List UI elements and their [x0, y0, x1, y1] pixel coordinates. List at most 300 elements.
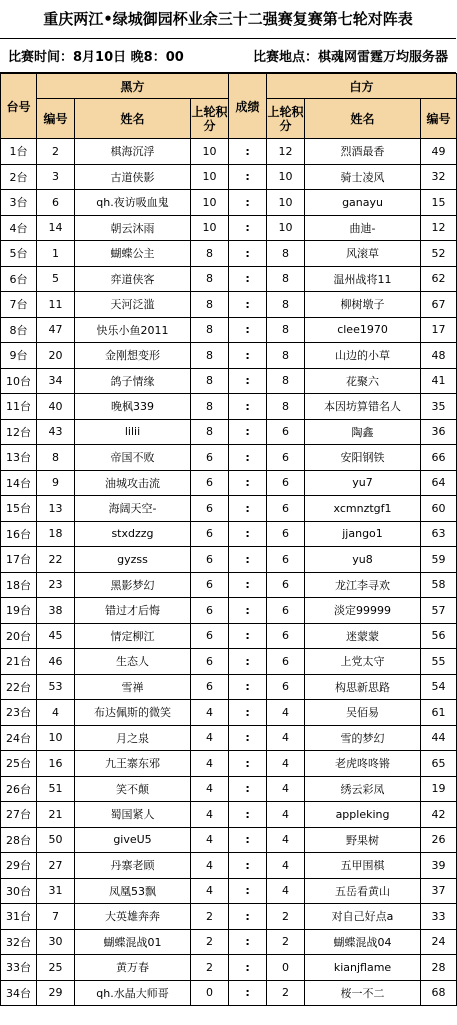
table-row [1, 700, 457, 726]
black-name: 天河泛滥 [75, 292, 191, 318]
black-name: 雪禅 [75, 674, 191, 700]
white-name: 吴佰易 [305, 700, 421, 726]
black-prev: 4 [191, 853, 229, 879]
white-name: 龙江李寻欢 [305, 572, 421, 598]
white-prev: 6 [267, 470, 305, 496]
white-name: 构思新思路 [305, 674, 421, 700]
white-num: 32 [421, 164, 457, 190]
table-row [1, 980, 457, 1006]
white-name: 迷蒙蒙 [305, 623, 421, 649]
black-num: 1 [37, 241, 75, 267]
table-no: 26台 [1, 776, 37, 802]
black-num: 46 [37, 649, 75, 675]
black-num: 43 [37, 419, 75, 445]
white-prev: 8 [267, 343, 305, 369]
header-white-name: 姓名 [305, 99, 421, 139]
white-name: 野果树 [305, 827, 421, 853]
white-num: 68 [421, 980, 457, 1006]
table-no: 25台 [1, 751, 37, 777]
black-num: 20 [37, 343, 75, 369]
black-prev: 6 [191, 445, 229, 471]
white-prev: 4 [267, 878, 305, 904]
table-no: 10台 [1, 368, 37, 394]
table-row [1, 343, 457, 369]
table-row [1, 776, 457, 802]
black-name: 情定柳江 [75, 623, 191, 649]
white-num: 33 [421, 904, 457, 930]
table-no: 27台 [1, 802, 37, 828]
black-prev: 4 [191, 700, 229, 726]
white-num: 57 [421, 598, 457, 624]
table-row [1, 853, 457, 879]
white-name: 安阳钢铁 [305, 445, 421, 471]
table-no: 16台 [1, 521, 37, 547]
black-name: 九王寨东邪 [75, 751, 191, 777]
black-num: 5 [37, 266, 75, 292]
white-prev: 6 [267, 496, 305, 522]
table-no: 17台 [1, 547, 37, 573]
result: : [229, 649, 267, 675]
black-name: 鸽子情缘 [75, 368, 191, 394]
white-num: 35 [421, 394, 457, 420]
white-name: 花聚六 [305, 368, 421, 394]
table-no: 12台 [1, 419, 37, 445]
black-prev: 2 [191, 955, 229, 981]
result: : [229, 572, 267, 598]
table-no: 21台 [1, 649, 37, 675]
black-prev: 8 [191, 343, 229, 369]
white-name: 本因坊算错名人 [305, 394, 421, 420]
black-prev: 6 [191, 496, 229, 522]
table-no: 22台 [1, 674, 37, 700]
table-row [1, 266, 457, 292]
black-prev: 6 [191, 547, 229, 573]
white-num: 39 [421, 853, 457, 879]
black-num: 30 [37, 929, 75, 955]
table-no: 18台 [1, 572, 37, 598]
black-name: 丹寨老顾 [75, 853, 191, 879]
table-no: 20台 [1, 623, 37, 649]
white-prev: 6 [267, 445, 305, 471]
white-prev: 4 [267, 751, 305, 777]
black-prev: 8 [191, 292, 229, 318]
white-name: 风滚草 [305, 241, 421, 267]
black-name: 蝴蝶混战01 [75, 929, 191, 955]
black-num: 7 [37, 904, 75, 930]
table-no: 7台 [1, 292, 37, 318]
white-name: 五甲围棋 [305, 853, 421, 879]
white-prev: 10 [267, 215, 305, 241]
table-no: 3台 [1, 190, 37, 216]
black-prev: 4 [191, 802, 229, 828]
white-name: yu7 [305, 470, 421, 496]
result: : [229, 241, 267, 267]
black-name: 月之泉 [75, 725, 191, 751]
white-prev: 10 [267, 164, 305, 190]
white-name: ganayu [305, 190, 421, 216]
black-prev: 10 [191, 139, 229, 165]
result: : [229, 674, 267, 700]
white-name: 绣云彩凤 [305, 776, 421, 802]
table-no: 14台 [1, 470, 37, 496]
black-prev: 6 [191, 649, 229, 675]
black-num: 2 [37, 139, 75, 165]
black-prev: 8 [191, 394, 229, 420]
black-num: 29 [37, 980, 75, 1006]
table-row [1, 904, 457, 930]
black-name: 凤凰53飘 [75, 878, 191, 904]
black-prev: 8 [191, 368, 229, 394]
header-white-prev: 上轮积分 [267, 99, 305, 139]
white-num: 54 [421, 674, 457, 700]
white-num: 67 [421, 292, 457, 318]
table-row [1, 394, 457, 420]
table-no: 13台 [1, 445, 37, 471]
white-prev: 6 [267, 674, 305, 700]
black-name: 黄万春 [75, 955, 191, 981]
black-num: 18 [37, 521, 75, 547]
white-prev: 4 [267, 725, 305, 751]
white-num: 36 [421, 419, 457, 445]
table-no: 29台 [1, 853, 37, 879]
black-prev: 4 [191, 827, 229, 853]
table-row [1, 445, 457, 471]
white-name: yu8 [305, 547, 421, 573]
white-name: 雪的梦幻 [305, 725, 421, 751]
table-row [1, 190, 457, 216]
result: : [229, 266, 267, 292]
table-no: 23台 [1, 700, 37, 726]
black-prev: 4 [191, 878, 229, 904]
white-name: appleking [305, 802, 421, 828]
table-no: 32台 [1, 929, 37, 955]
white-num: 24 [421, 929, 457, 955]
black-prev: 10 [191, 215, 229, 241]
white-prev: 6 [267, 598, 305, 624]
white-name: 陶鑫 [305, 419, 421, 445]
white-name: 淡定99999 [305, 598, 421, 624]
header-black-num: 编号 [37, 99, 75, 139]
black-name: 笑不颠 [75, 776, 191, 802]
header-result: 成绩 [229, 74, 267, 139]
black-num: 23 [37, 572, 75, 598]
black-prev: 6 [191, 521, 229, 547]
table-row [1, 496, 457, 522]
white-name: 桜一不二 [305, 980, 421, 1006]
pairing-rows [1, 139, 457, 1006]
black-num: 51 [37, 776, 75, 802]
black-name: 帝国不败 [75, 445, 191, 471]
white-prev: 4 [267, 853, 305, 879]
result: : [229, 190, 267, 216]
white-num: 64 [421, 470, 457, 496]
white-num: 17 [421, 317, 457, 343]
table-no: 31台 [1, 904, 37, 930]
white-name: jjango1 [305, 521, 421, 547]
white-prev: 2 [267, 929, 305, 955]
black-name: 棋海沉浮 [75, 139, 191, 165]
table-row [1, 572, 457, 598]
white-num: 28 [421, 955, 457, 981]
black-num: 8 [37, 445, 75, 471]
black-name: 油城攻击流 [75, 470, 191, 496]
white-prev: 4 [267, 700, 305, 726]
black-prev: 8 [191, 317, 229, 343]
table-row [1, 649, 457, 675]
black-name: 晚枫339 [75, 394, 191, 420]
table-row [1, 419, 457, 445]
black-name: 古道侠影 [75, 164, 191, 190]
white-num: 55 [421, 649, 457, 675]
result: : [229, 368, 267, 394]
result: : [229, 853, 267, 879]
black-num: 27 [37, 853, 75, 879]
result: : [229, 343, 267, 369]
black-name: giveU5 [75, 827, 191, 853]
white-num: 12 [421, 215, 457, 241]
result: : [229, 802, 267, 828]
black-num: 4 [37, 700, 75, 726]
result: : [229, 470, 267, 496]
white-prev: 10 [267, 190, 305, 216]
table-row [1, 751, 457, 777]
black-name: 生态人 [75, 649, 191, 675]
table-no: 15台 [1, 496, 37, 522]
result: : [229, 725, 267, 751]
result: : [229, 904, 267, 930]
table-no: 6台 [1, 266, 37, 292]
result: : [229, 929, 267, 955]
black-prev: 10 [191, 164, 229, 190]
white-prev: 8 [267, 266, 305, 292]
white-prev: 8 [267, 292, 305, 318]
table-no: 30台 [1, 878, 37, 904]
black-num: 3 [37, 164, 75, 190]
black-num: 34 [37, 368, 75, 394]
black-name: stxdzzg [75, 521, 191, 547]
white-prev: 4 [267, 802, 305, 828]
white-num: 15 [421, 190, 457, 216]
result: : [229, 139, 267, 165]
black-prev: 4 [191, 776, 229, 802]
white-prev: 12 [267, 139, 305, 165]
white-name: 温州战将11 [305, 266, 421, 292]
black-prev: 6 [191, 598, 229, 624]
white-prev: 2 [267, 904, 305, 930]
pairing-table [0, 73, 457, 1006]
black-prev: 8 [191, 241, 229, 267]
black-prev: 6 [191, 572, 229, 598]
black-name: 大英雄奔奔 [75, 904, 191, 930]
black-num: 50 [37, 827, 75, 853]
black-num: 21 [37, 802, 75, 828]
white-prev: 4 [267, 776, 305, 802]
table-row [1, 623, 457, 649]
table-row [1, 878, 457, 904]
table-no: 2台 [1, 164, 37, 190]
white-name: 山边的小草 [305, 343, 421, 369]
table-row [1, 215, 457, 241]
result: : [229, 215, 267, 241]
table-row [1, 470, 457, 496]
white-name: 骑士凌风 [305, 164, 421, 190]
result: : [229, 445, 267, 471]
table-row [1, 368, 457, 394]
black-num: 16 [37, 751, 75, 777]
white-num: 49 [421, 139, 457, 165]
table-no: 1台 [1, 139, 37, 165]
black-num: 45 [37, 623, 75, 649]
white-name: 烈酒最香 [305, 139, 421, 165]
result: : [229, 700, 267, 726]
table-row [1, 955, 457, 981]
info-row [0, 39, 456, 73]
white-prev: 6 [267, 572, 305, 598]
white-num: 63 [421, 521, 457, 547]
black-num: 6 [37, 190, 75, 216]
table-row [1, 598, 457, 624]
result: : [229, 878, 267, 904]
black-name: qh.水晶大师哥 [75, 980, 191, 1006]
black-prev: 10 [191, 190, 229, 216]
result: : [229, 317, 267, 343]
table-row [1, 521, 457, 547]
result: : [229, 751, 267, 777]
black-name: gyzss [75, 547, 191, 573]
black-num: 40 [37, 394, 75, 420]
result: : [229, 496, 267, 522]
white-prev: 8 [267, 317, 305, 343]
table-row [1, 139, 457, 165]
white-name: 老虎咚咚锵 [305, 751, 421, 777]
black-num: 53 [37, 674, 75, 700]
page-title: 重庆两江•绿城御园杯业余三十二强赛复赛第七轮对阵表 [0, 0, 456, 39]
white-num: 59 [421, 547, 457, 573]
white-num: 58 [421, 572, 457, 598]
table-no: 5台 [1, 241, 37, 267]
table-no: 4台 [1, 215, 37, 241]
black-name: 朝云沐雨 [75, 215, 191, 241]
white-prev: 8 [267, 241, 305, 267]
table-no: 28台 [1, 827, 37, 853]
black-num: 11 [37, 292, 75, 318]
table-row [1, 164, 457, 190]
black-name: 布达佩斯的微笑 [75, 700, 191, 726]
table-row [1, 317, 457, 343]
white-name: 柳树墩子 [305, 292, 421, 318]
black-prev: 4 [191, 725, 229, 751]
header-black-prev: 上轮积分 [191, 99, 229, 139]
white-name: 对自己好点a [305, 904, 421, 930]
white-num: 44 [421, 725, 457, 751]
table-row [1, 547, 457, 573]
white-num: 41 [421, 368, 457, 394]
black-prev: 2 [191, 929, 229, 955]
white-num: 66 [421, 445, 457, 471]
black-prev: 8 [191, 266, 229, 292]
white-prev: 2 [267, 980, 305, 1006]
black-name: qh.夜访吸血鬼 [75, 190, 191, 216]
black-num: 14 [37, 215, 75, 241]
result: : [229, 164, 267, 190]
black-num: 22 [37, 547, 75, 573]
white-name: 曲迪- [305, 215, 421, 241]
white-prev: 6 [267, 521, 305, 547]
table-row [1, 674, 457, 700]
table-no: 33台 [1, 955, 37, 981]
white-num: 62 [421, 266, 457, 292]
white-name: 上党太守 [305, 649, 421, 675]
result: : [229, 955, 267, 981]
black-prev: 4 [191, 751, 229, 777]
table-row [1, 292, 457, 318]
white-prev: 6 [267, 419, 305, 445]
black-num: 25 [37, 955, 75, 981]
white-num: 42 [421, 802, 457, 828]
result: : [229, 598, 267, 624]
black-name: 黑影梦幻 [75, 572, 191, 598]
white-name: 五岳看黄山 [305, 878, 421, 904]
black-num: 47 [37, 317, 75, 343]
table-row [1, 802, 457, 828]
table-row [1, 929, 457, 955]
result: : [229, 394, 267, 420]
match-place: 比赛地点：棋魂网雷霆万均服务器 [252, 50, 448, 65]
black-name: 金刚想变形 [75, 343, 191, 369]
white-prev: 6 [267, 649, 305, 675]
header-table-no: 台号 [1, 74, 37, 139]
white-name: kianjflame [305, 955, 421, 981]
table-no: 19台 [1, 598, 37, 624]
black-name: 错过才后悔 [75, 598, 191, 624]
result: : [229, 521, 267, 547]
black-num: 13 [37, 496, 75, 522]
white-num: 61 [421, 700, 457, 726]
table-no: 8台 [1, 317, 37, 343]
white-prev: 8 [267, 394, 305, 420]
black-prev: 0 [191, 980, 229, 1006]
result: : [229, 623, 267, 649]
black-prev: 6 [191, 674, 229, 700]
black-prev: 6 [191, 470, 229, 496]
table-no: 24台 [1, 725, 37, 751]
header-black: 黑方 [37, 74, 229, 99]
black-name: 蜀国紧人 [75, 802, 191, 828]
white-num: 37 [421, 878, 457, 904]
white-name: xcmnztgf1 [305, 496, 421, 522]
black-prev: 6 [191, 623, 229, 649]
white-prev: 0 [267, 955, 305, 981]
result: : [229, 292, 267, 318]
white-name: clee1970 [305, 317, 421, 343]
table-no: 9台 [1, 343, 37, 369]
white-num: 26 [421, 827, 457, 853]
result: : [229, 547, 267, 573]
white-prev: 8 [267, 368, 305, 394]
black-prev: 8 [191, 419, 229, 445]
white-prev: 6 [267, 623, 305, 649]
black-num: 38 [37, 598, 75, 624]
white-num: 19 [421, 776, 457, 802]
match-time: 比赛时间：8月10日 晚8：00 [8, 50, 184, 65]
header-black-name: 姓名 [75, 99, 191, 139]
black-name: lilii [75, 419, 191, 445]
table-row [1, 241, 457, 267]
black-num: 31 [37, 878, 75, 904]
white-name: 蝴蝶混战04 [305, 929, 421, 955]
table-no: 11台 [1, 394, 37, 420]
white-num: 48 [421, 343, 457, 369]
